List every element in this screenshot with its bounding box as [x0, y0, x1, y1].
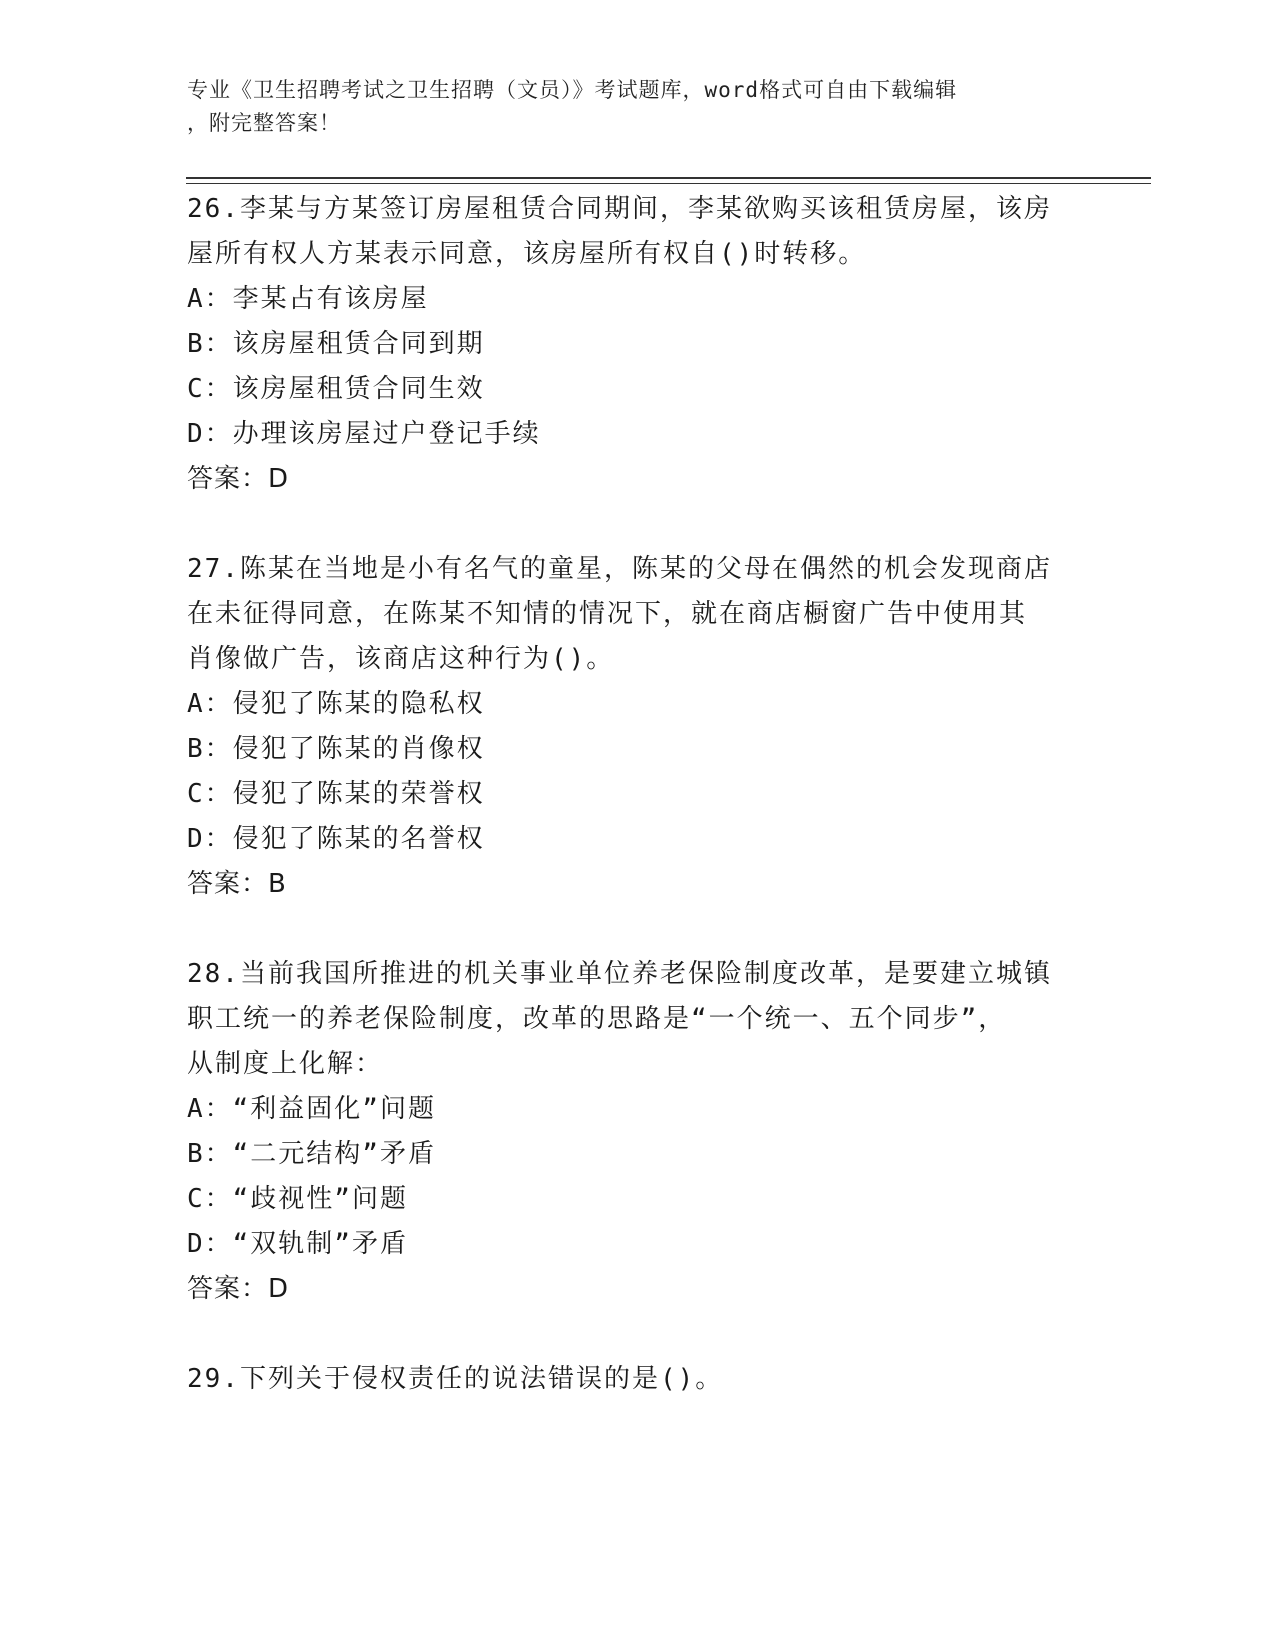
question-stem-line: 屋所有权人方某表示同意，该房屋所有权自()时转移。	[187, 239, 867, 269]
option-c: C：该房屋租赁合同生效	[187, 374, 485, 404]
option-b: B：该房屋租赁合同到期	[187, 329, 485, 359]
header-divider-thin	[186, 183, 1151, 184]
question-29	[187, 1357, 1087, 1402]
option-b: B：侵犯了陈某的肖像权	[187, 734, 485, 764]
question-26	[187, 187, 1087, 502]
question-stem-line: 在未征得同意，在陈某不知情的情况下，就在商店橱窗广告中使用其	[187, 599, 1028, 629]
question-list	[187, 187, 1087, 1402]
question-stem-line: 26.李某与方某签订房屋租赁合同期间，李某欲购买该租赁房屋，该房	[187, 194, 1052, 224]
answer: 答案：D	[187, 1274, 290, 1304]
document-header	[187, 74, 1067, 140]
header-line-2: ，附完整答案！	[187, 111, 341, 135]
question-stem-line: 职工统一的养老保险制度，改革的思路是“一个统一、五个同步”，	[187, 1004, 1007, 1034]
option-c: C：“歧视性”问题	[187, 1184, 408, 1214]
question-stem-line: 肖像做广告，该商店这种行为()。	[187, 644, 615, 674]
option-a: A：李某占有该房屋	[187, 284, 429, 314]
header-line-1: 专业《卫生招聘考试之卫生招聘（文员）》考试题库，word格式可自由下载编辑	[187, 78, 958, 102]
option-a: A：“利益固化”问题	[187, 1094, 436, 1124]
option-a: A：侵犯了陈某的隐私权	[187, 689, 485, 719]
header-divider-thick	[186, 177, 1151, 179]
answer: 答案：D	[187, 464, 290, 494]
question-stem-line: 从制度上化解：	[187, 1049, 384, 1079]
question-28	[187, 952, 1087, 1312]
option-c: C：侵犯了陈某的荣誉权	[187, 779, 485, 809]
option-d: D：“双轨制”矛盾	[187, 1229, 408, 1259]
option-b: B：“二元结构”矛盾	[187, 1139, 436, 1169]
answer: 答案：B	[187, 869, 287, 899]
question-stem-line: 28.当前我国所推进的机关事业单位养老保险制度改革，是要建立城镇	[187, 959, 1052, 989]
question-stem-line: 29.下列关于侵权责任的说法错误的是()。	[187, 1364, 724, 1394]
question-27	[187, 547, 1087, 907]
option-d: D：侵犯了陈某的名誉权	[187, 824, 485, 854]
option-d: D：办理该房屋过户登记手续	[187, 419, 541, 449]
question-stem-line: 27.陈某在当地是小有名气的童星，陈某的父母在偶然的机会发现商店	[187, 554, 1052, 584]
